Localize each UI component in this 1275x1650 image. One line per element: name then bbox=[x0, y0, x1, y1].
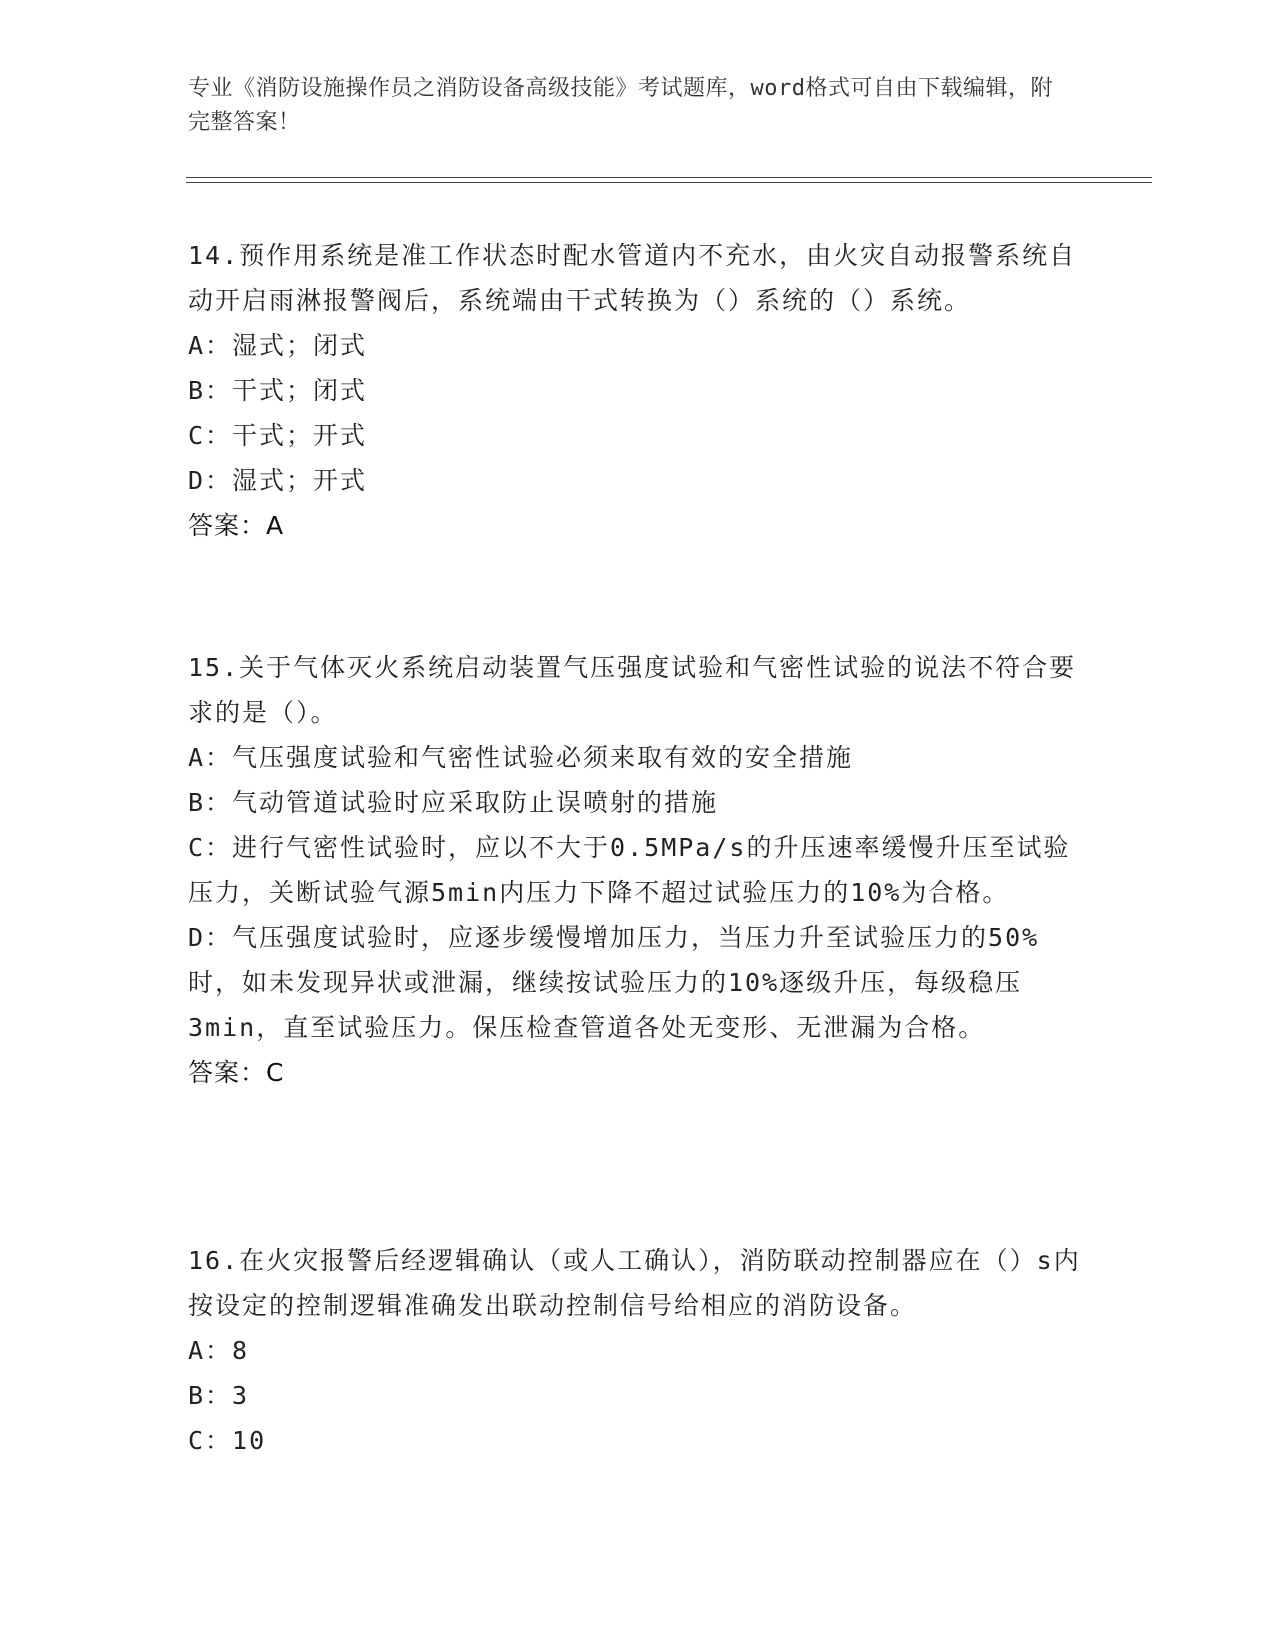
question-14 bbox=[188, 233, 1088, 548]
option-a: A：气压强度试验和气密性试验必须来取有效的安全措施 bbox=[188, 743, 854, 772]
option-c: C：10 bbox=[188, 1426, 267, 1455]
option-a: A：8 bbox=[188, 1336, 250, 1365]
answer-label: 答案：A bbox=[188, 511, 285, 540]
document-header: 专业《消防设施操作员之消防设备高级技能》考试题库，word格式可自由下载编辑，附完整答案！ bbox=[188, 76, 1053, 135]
header-divider-top bbox=[186, 177, 1152, 178]
option-b: B：3 bbox=[188, 1381, 250, 1410]
option-c: C：进行气密性试验时，应以不大于0.5MPa/s的升压速率缓慢升压至试验压力，关断试验气源5min内压力下降不超过试验压力的10%为合格。 bbox=[188, 833, 1071, 907]
option-a: A：湿式；闭式 bbox=[188, 331, 368, 360]
question-text: 14.预作用系统是准工作状态时配水管道内不充水，由火灾自动报警系统自动开启雨淋报警阀后，系统端由干式转换为（）系统的（）系统。 bbox=[188, 241, 1077, 315]
option-d: D：气压强度试验时，应逐步缓慢增加压力，当压力升至试验压力的50%时，如未发现异状或泄漏，继续按试验压力的10%逐级升压，每级稳压3min，直至试验压力。保压检查管道各处无变形、无泄漏为合格。 bbox=[188, 923, 1040, 1042]
option-c: C：干式；开式 bbox=[188, 421, 368, 450]
answer-label: 答案：C bbox=[188, 1058, 285, 1087]
question-15 bbox=[188, 645, 1088, 1095]
question-16 bbox=[188, 1238, 1088, 1463]
question-text: 16.在火灾报警后经逻辑确认（或人工确认），消防联动控制器应在（）s内按设定的控制逻辑准确发出联动控制信号给相应的消防设备。 bbox=[188, 1246, 1081, 1320]
question-text: 15.关于气体灭火系统启动装置气压强度试验和气密性试验的说法不符合要求的是（）。 bbox=[188, 653, 1077, 727]
option-b: B：干式；闭式 bbox=[188, 376, 368, 405]
header-divider-bottom bbox=[186, 182, 1152, 183]
option-d: D：湿式；开式 bbox=[188, 466, 368, 495]
option-b: B：气动管道试验时应采取防止误喷射的措施 bbox=[188, 788, 719, 817]
